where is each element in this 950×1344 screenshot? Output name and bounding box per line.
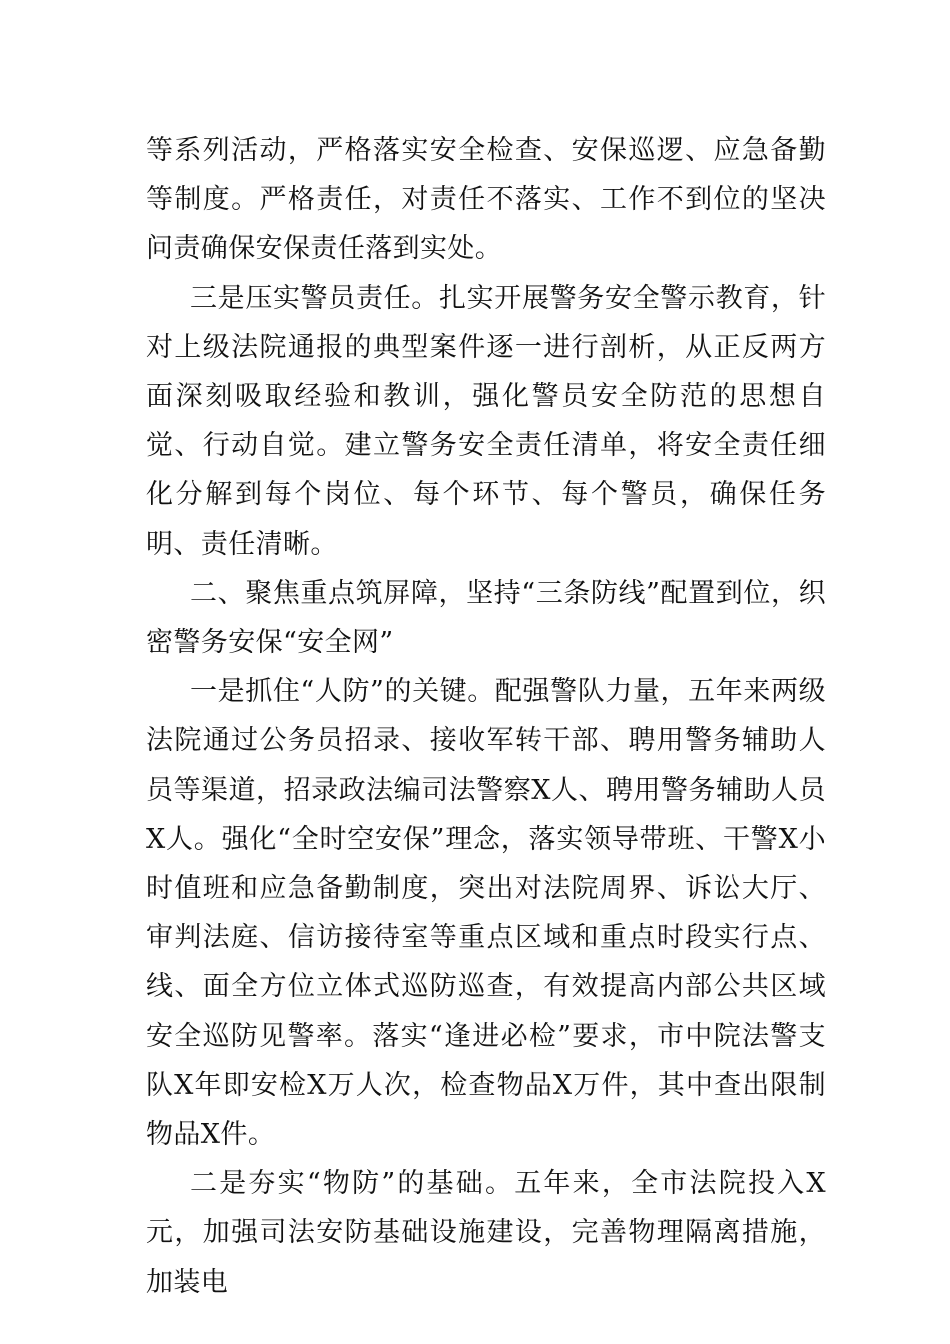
document-body — [146, 126, 826, 1307]
paragraph-security-duties: 等系列活动，严格落实安全检查、安保巡逻、应急备勤等制度。严格责任，对责任不落实、工作不到位的坚决问责确保安保责任落到实处。 — [146, 135, 826, 265]
paragraph-physical-defense: 二是夯实“物防”的基础。五年来，全市法院投入X元，加强司法安防基础设施建设，完善物理隔离措施，加装电 — [146, 1168, 826, 1298]
section-heading-three-lines-of-defense: 二、聚焦重点筑屏障，坚持“三条防线”配置到位，织密警务安保“安全网” — [146, 577, 826, 659]
paragraph-officer-responsibility: 三是压实警员责任。扎实开展警务安全警示教育，针对上级法院通报的典型案件逐一进行剖析，从正反两方面深刻吸取经验和教训，强化警员安全防范的思想自觉、行动自觉。建立警务安全责任清单，将安全责任细化分解到每个岗位、每个环节、每个警员，确保任务明、责任清晰。 — [146, 282, 826, 560]
paragraph-personnel-defense: 一是抓住“人防”的关键。配强警队力量，五年来两级法院通过公务员招录、接收军转干部、聘用警务辅助人员等渠道，招录政法编司法警察X人、聘用警务辅助人员X人。强化“全时空安保”理念，落实领导带班、干警X小时值班和应急备勤制度，突出对法院周界、诉讼大厅、审判法庭、信访接待室等重点区域和重点时段实行点、线、面全方位立体式巡防巡查，有效提高内部公共区域安全巡防见警率。落实“逢进必检”要求，市中院法警支队X年即安检X万人次，检查物品X万件，其中查出限制物品X件。 — [146, 676, 826, 1151]
